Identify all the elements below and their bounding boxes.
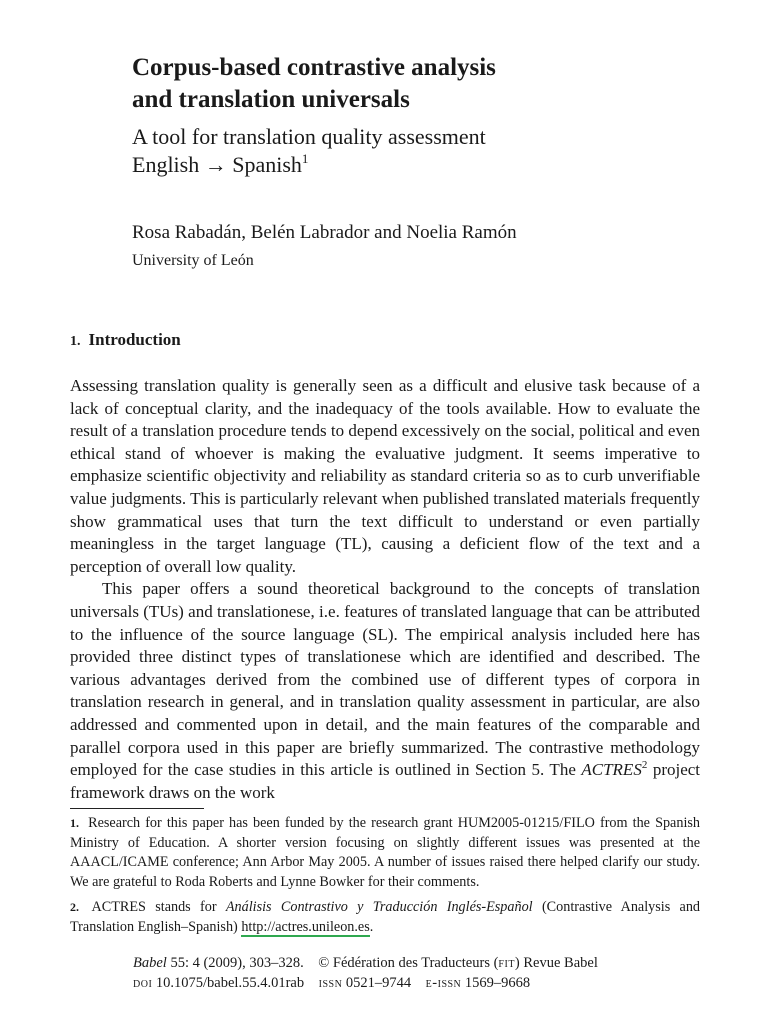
affiliation: University of León <box>132 252 254 269</box>
footnote-divider <box>70 808 204 809</box>
paragraph-2-text: This paper offers a sound theoretical background to the concepts of translation universals (TUs) and translationese, i.e. features of translated language that can be attributed to the influence of the source language (SL). The empirical analysis included here has provided three distinct types of translationese which are identified and described. The various advantages derived from the combined use of different types of corpora in translation research in general, and in translation quality assessment in particular, are also addressed and commented upon in detail, and the main features of the comparable and parallel corpora used in this paper are briefly summarized. The contrastive methodology employed for the case studies in this article is outlined in Section 5. The <box>70 579 700 780</box>
article-subtitle <box>132 123 692 179</box>
footnote-2-end: . <box>369 918 374 935</box>
section-title: Introduction <box>88 330 181 349</box>
fit-abbrev: fit <box>498 955 515 971</box>
journal-name: Babel <box>133 955 167 971</box>
imprint <box>133 953 598 993</box>
footnote-2-text-b: (Contrastive Analysis and Translation English–Spanish) <box>70 899 701 935</box>
authors: Rosa Rabadán, Belén Labrador and Noelia Ramón <box>132 222 517 243</box>
actres-italic: ACTRES <box>581 760 642 780</box>
issn: 0521–9744 <box>342 975 412 991</box>
footnote-1 <box>70 814 700 892</box>
publisher: ) Revue Babel <box>514 955 598 971</box>
footnote-1-number: 1. <box>70 816 79 830</box>
footnote-ref-2[interactable]: 2 <box>641 759 648 772</box>
paragraph-2 <box>70 578 700 804</box>
doi-label: doi <box>133 975 153 991</box>
subtitle-line-2: English → Spanish <box>132 152 302 177</box>
section-number: 1. <box>70 334 81 349</box>
title-line-1: Corpus-based contrastive analysis <box>132 54 496 81</box>
eissn-label: e-issn <box>425 975 462 991</box>
paragraph-1: Assessing translation quality is generally seen as a difficult and elusive task because of a lack of conceptual clarity, and the inadequacy of the tools available. How to evaluate the result of a translation procedure tends to depend excessively on the social, political and even ethical stand of whoever is making the evaluative judgment. It seems imperative to emphasize scientific objectivity and reliability as standard criteria so as to curb unverifiable value judgments. This is particularly relevant when published translated materials frequently show grammatical uses that turn the text difficult to understand or even partially meaningless in the target language (TL), causing a deficient flow of the text and a perception of overall low quality. <box>70 376 700 576</box>
citation: 55: 4 (2009), 303–328. <box>166 955 304 971</box>
title-line-2: and translation universals <box>132 86 410 113</box>
body-text <box>70 375 700 804</box>
section-heading <box>70 330 181 350</box>
paragraph-2-end: project framework draws on the work <box>70 760 701 802</box>
actres-link[interactable]: http://actres.unileon.es <box>241 918 370 935</box>
article-title <box>132 52 692 116</box>
footnote-2 <box>70 898 700 937</box>
issn-label: issn <box>318 975 343 991</box>
footnotes <box>70 814 700 943</box>
eissn: 1569–9668 <box>461 975 531 991</box>
footnote-2-number: 2. <box>70 900 79 914</box>
imprint-line-1 <box>133 953 598 973</box>
imprint-line-2 <box>133 973 598 993</box>
footnote-ref-1[interactable]: 1 <box>301 151 309 166</box>
footnote-2-text-a: ACTRES stands for <box>91 899 217 915</box>
copyright: © Fédération des Traducteurs ( <box>318 955 499 971</box>
footnote-1-text: Research for this paper has been funded by the research grant HUM2005-01215/FILO from the Spanish Ministry of Education. A shorter version focusing on slightly different issues was presented at the AAACL/ICAME conference; Ann Arbor May 2005. A number of issues raised there helped clarify our study. We are grateful to Roda Roberts and Lynne Bowker for their comments. <box>70 815 701 890</box>
subtitle-line-1: A tool for translation quality assessment <box>132 124 486 149</box>
footnote-2-italic: Análisis Contrastivo y Traducción Inglés-Español <box>225 899 533 915</box>
doi: 10.1075/babel.55.4.01rab <box>152 975 305 991</box>
